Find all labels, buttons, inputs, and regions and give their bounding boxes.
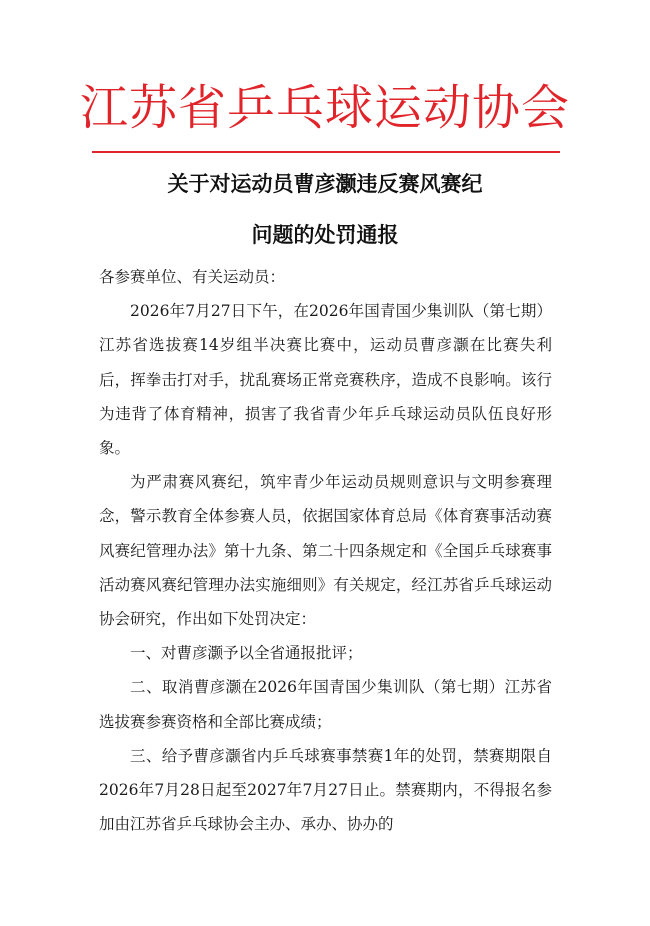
notice-title-line-1: 关于对运动员曹彦灏违反赛风赛纪 xyxy=(167,172,483,196)
header-red-rule xyxy=(92,151,560,153)
paragraph-decision-2: 二、取消曹彦灏在2026年国青国少集训队（第七期）江苏省选拔赛参赛资格和全部比赛成绩； xyxy=(99,678,552,731)
organization-header: 江苏省乒乓球运动协会 xyxy=(79,80,570,136)
notice-body xyxy=(99,260,552,841)
paragraph-decision-1: 一、对曹彦灏予以全省通报批评； xyxy=(130,644,363,663)
notice-title-line-2: 问题的处罚通报 xyxy=(251,223,399,247)
paragraph-decision-3: 三、给予曹彦灏省内乒乓球赛事禁赛1年的处罚，禁赛期限自2026年7月28日起至2027年7月27日止。禁赛期内，不得报名参加由江苏省乒乓球协会主办、承办、协办的 xyxy=(99,746,552,834)
salutation: 各参赛单位、有关运动员： xyxy=(99,268,286,286)
paragraph-incident: 2026年7月27日下午，在2026年国青国少集训队（第七期）江苏省选拔赛14岁组半决赛比赛中，运动员曹彦灏在比赛失利后，挥拳击打对手，扰乱赛场正常竞赛秩序，造成不良影响。该行为违背了体育精神，损害了我省青少年乒乓球运动员队伍良好形象。 xyxy=(99,302,552,458)
paragraph-basis: 为严肃赛风赛纪，筑牢青少年运动员规则意识与文明参赛理念，警示教育全体参赛人员，依据国家体育总局《体育赛事活动赛风赛纪管理办法》第十九条、第二十四条规定和《全国乒乓球赛事活动赛风赛纪管理办法实施细则》有关规定，经江苏省乒乓球运动协会研究，作出如下处罚决定： xyxy=(99,473,552,629)
